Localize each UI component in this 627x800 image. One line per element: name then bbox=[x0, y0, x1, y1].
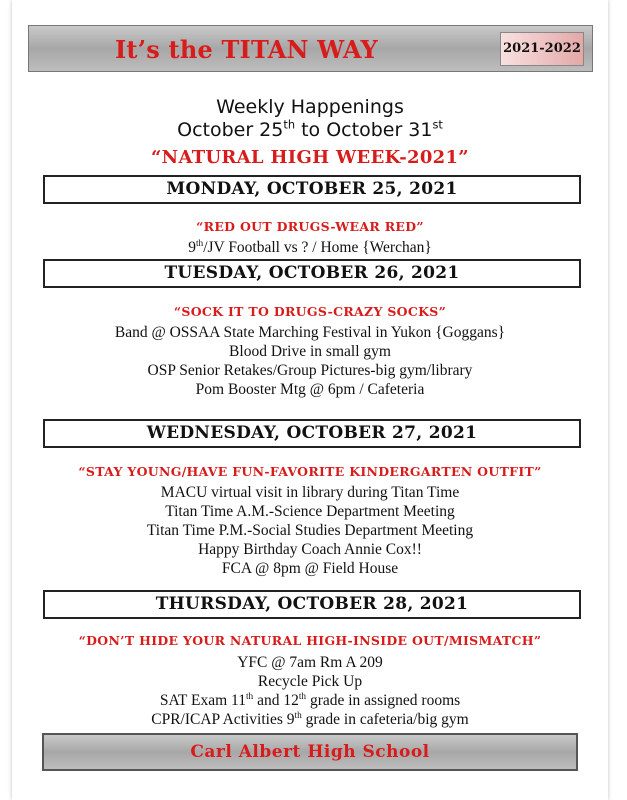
day-heading-wednesday: WEDNESDAY, OCTOBER 27, 2021 bbox=[43, 419, 581, 448]
flyer-page bbox=[12, 0, 608, 800]
event-item: YFC @ 7am Rm A 209 bbox=[237, 654, 383, 671]
event-item: MACU virtual visit in library during Titan Time bbox=[160, 484, 460, 501]
banner-title: It’s the TITAN WAY bbox=[115, 35, 378, 64]
header-banner bbox=[28, 25, 593, 72]
event-item: Happy Birthday Coach Annie Cox!! bbox=[198, 541, 422, 558]
date-range bbox=[12, 119, 608, 141]
weekly-happenings-heading: Weekly Happenings bbox=[216, 96, 404, 118]
date-range-start-suffix: th bbox=[283, 117, 296, 132]
day-heading-monday: MONDAY, OCTOBER 25, 2021 bbox=[43, 175, 581, 204]
event-item: Recycle Pick Up bbox=[257, 673, 363, 690]
day-heading-tuesday: TUESDAY, OCTOBER 26, 2021 bbox=[43, 259, 581, 288]
school-year-badge: 2021-2022 bbox=[500, 32, 584, 66]
event-item: Blood Drive in small gym bbox=[229, 343, 391, 360]
event-item: Pom Booster Mtg @ 6pm / Cafeteria bbox=[195, 381, 425, 398]
event-item: Titan Time A.M.-Science Department Meeting bbox=[165, 503, 455, 520]
school-name-footer: Carl Albert High School bbox=[42, 733, 578, 771]
week-theme-title: “NATURAL HIGH WEEK-2021” bbox=[151, 147, 469, 168]
event-item: OSP Senior Retakes/Group Pictures-big gym/library bbox=[147, 362, 473, 379]
day-theme-tuesday: “SOCK IT TO DRUGS-CRAZY SOCKS” bbox=[173, 304, 447, 319]
event-item: 9th/JV Football vs ? / Home {Werchan} bbox=[188, 238, 432, 256]
event-item: Titan Time P.M.-Social Studies Department Meeting bbox=[146, 522, 474, 539]
date-range-start: October 25 bbox=[177, 119, 284, 141]
event-item: CPR/ICAP Activities 9th grade in cafeteria/big gym bbox=[151, 710, 469, 728]
day-theme-monday: “RED OUT DRUGS-WEAR RED” bbox=[196, 219, 424, 234]
date-range-end-suffix: st bbox=[432, 117, 443, 132]
day-theme-wednesday: “STAY YOUNG/HAVE FUN-FAVORITE KINDERGARTEN OUTFIT” bbox=[78, 464, 542, 479]
event-item: FCA @ 8pm @ Field House bbox=[221, 560, 399, 577]
date-range-end: to October 31 bbox=[295, 119, 433, 141]
event-item: SAT Exam 11th and 12th grade in assigned rooms bbox=[159, 691, 461, 709]
day-heading-thursday: THURSDAY, OCTOBER 28, 2021 bbox=[43, 590, 581, 619]
day-theme-thursday: “DON’T HIDE YOUR NATURAL HIGH-INSIDE OUT/MISMATCH” bbox=[78, 633, 542, 648]
event-item: Band @ OSSAA State Marching Festival in Yukon {Goggans} bbox=[114, 324, 506, 341]
